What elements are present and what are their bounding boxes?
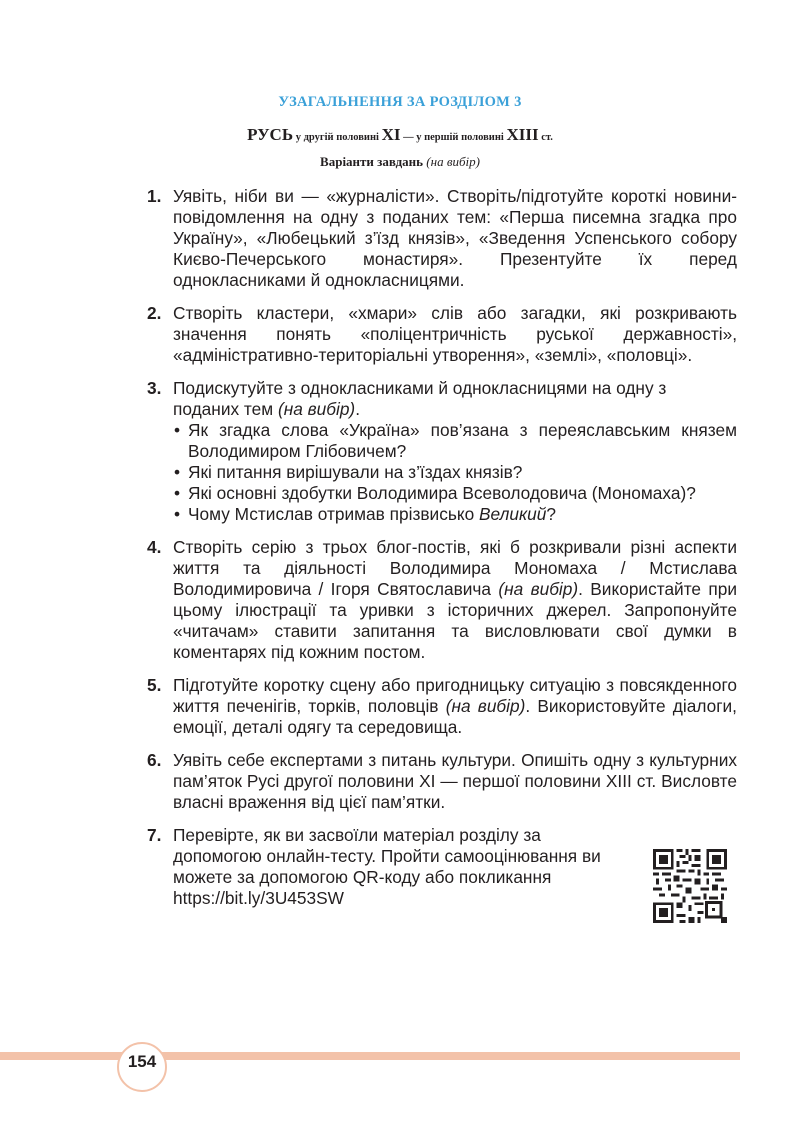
- section-summary-heading: УЗАГАЛЬНЕННЯ ЗА РОЗДІЛОМ 3: [278, 94, 522, 110]
- page-number: 154: [127, 1052, 157, 1071]
- qr-code-icon[interactable]: [653, 849, 727, 923]
- chapter-subtitle: РУСЬ у другій половині XI — у першій половині XIII ст.: [247, 125, 553, 144]
- task-choice-note: (на вибір): [498, 579, 579, 599]
- task-list: [147, 186, 737, 921]
- footer-bar: [0, 1052, 740, 1060]
- task-number: 2.: [147, 303, 162, 323]
- task-text: Підготуйте коротку сцену або пригодницьку ситуацію з повсякденного життя печенігів, торків, половців: [173, 675, 737, 716]
- task-choice-note: (на вибір): [445, 696, 526, 716]
- list-item: • Як згадка слова «Україна» пов’язана з переяславським князем Володимиром Глібовичем?: [174, 420, 737, 461]
- task-text: Створіть серію з трьох блог-постів, які б розкривали різні аспекти життя та діяльності Володимира Мономаха / Мстислава Володимировича / Ігоря Святославича: [173, 537, 737, 599]
- task-item: [147, 378, 737, 525]
- task-number: 3.: [147, 378, 162, 398]
- variants-heading: [0, 154, 800, 170]
- list-item: • Які питання вирішували на з’їздах князів?: [174, 462, 523, 482]
- discussion-topics: [173, 420, 737, 525]
- task-text: Подискутуйте з однокласниками й однокласницями на одну з поданих тем: [173, 378, 667, 419]
- variants-label: Варіанти завдань: [320, 154, 424, 169]
- task-text-tail: .: [355, 399, 360, 419]
- list-item: • Які основні здобутки Володимира Всеволодовича (Мономаха)?: [174, 483, 696, 503]
- task-item: [147, 537, 737, 663]
- task-text-tail: . Використайте при цьому ілюстрації та уривки з історичних джерел. Запропонуйте «читачам» ставити запитання та висловлювати свої думки в коментарях під кожним постом.: [173, 579, 737, 662]
- task-number: 4.: [147, 537, 162, 557]
- task-text: Перевірте, як ви засвоїли матеріал розділу за допомогою онлайн-тесту. Пройти самооцінювання ви можете за допомогою QR-коду або покликання https://bit.ly/3U453SW: [173, 825, 601, 908]
- variants-choice: (на вибір): [426, 154, 480, 169]
- task-item: [147, 303, 737, 366]
- task-item: [147, 825, 737, 909]
- task-item: [147, 186, 737, 291]
- task-text: Створіть кластери, «хмари» слів або загадки, які розкривають значення понять «поліцентричність руської державності», «адміністративно-територіальні утворення», «землі», «половці».: [173, 303, 737, 365]
- task-number: 6.: [147, 750, 162, 770]
- task-choice-note: (на вибір): [277, 399, 356, 419]
- task-number: 7.: [147, 825, 162, 845]
- task-item: [147, 675, 737, 738]
- task-item: [147, 750, 737, 813]
- task-number: 1.: [147, 186, 162, 206]
- list-item: • Чому Мстислав отримав прізвисько Великий?: [174, 504, 556, 524]
- task-text: Уявіть себе експертами з питань культури. Опишіть одну з культурних пам’яток Русі другої половини XI — першої половини XIII ст. Висловте власні враження від цієї пам’ятки.: [173, 750, 737, 812]
- task-text-tail: . Використовуйте діалоги, емоції, деталі одягу та середовища.: [173, 696, 737, 737]
- task-text: Уявіть, ніби ви — «журналісти». Створіть/підготуйте короткі новини-повідомлення на одну з поданих тем: «Перша писемна згадка про Україну», «Любецький з’їзд князів», «Зведення Успенського собору Києво-Печерського монастиря». Презентуйте їх перед однокласниками й однокласницями.: [173, 186, 737, 290]
- task-number: 5.: [147, 675, 162, 695]
